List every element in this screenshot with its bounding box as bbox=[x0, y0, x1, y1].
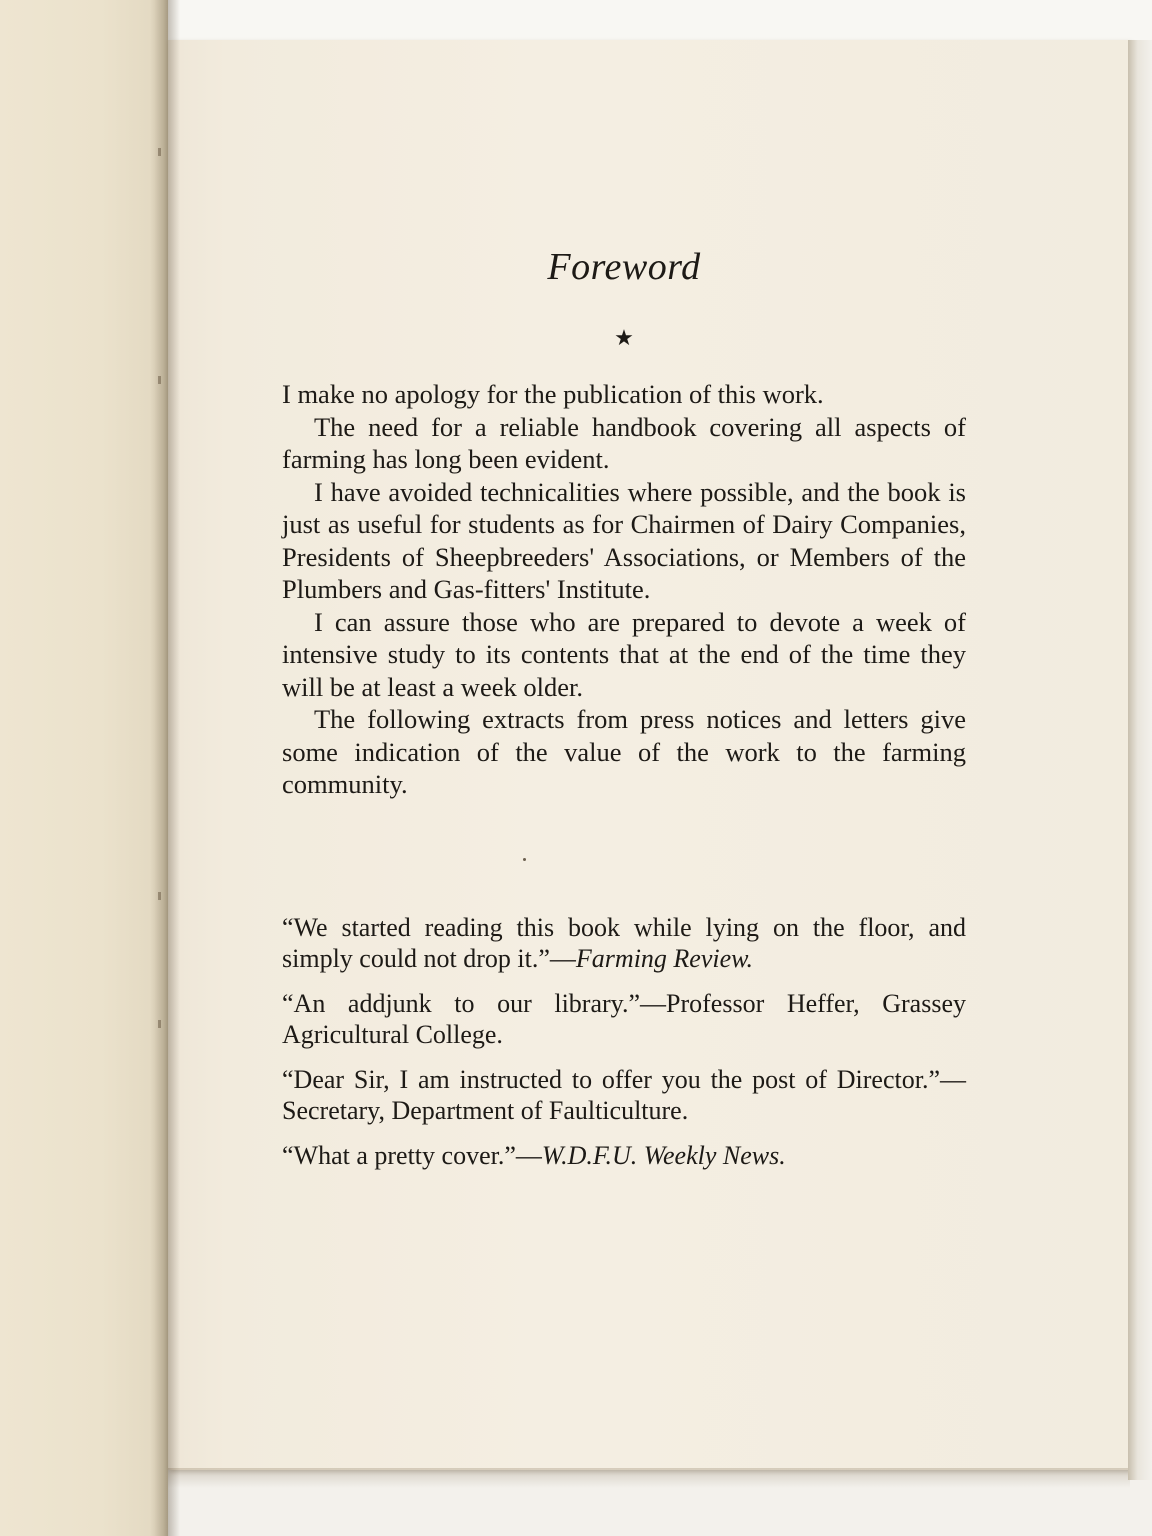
quote-text: “Dear Sir, I am instructed to offer you the post of Director.”— bbox=[282, 1065, 966, 1094]
quote-source: Professor Heffer, Grassey Agricultural College. bbox=[282, 989, 966, 1049]
quote-text: “We started reading this book while lying on the floor, and simply could not drop it.”— bbox=[282, 913, 966, 973]
paragraph: I have avoided technicalities where possible, and the book is just as useful for students as for Chairmen of Dairy Companies, Presidents of Sheepbreeders' Associations, or Members of the Plumbers and Gas-fitters' Institute. bbox=[282, 476, 966, 604]
quote-source: Secretary, Department of Faulticulture. bbox=[282, 1096, 689, 1125]
paragraph: The need for a reliable handbook covering all aspects of farming has long been evident. bbox=[282, 411, 966, 474]
page-title: Foreword bbox=[547, 246, 701, 288]
book-gutter bbox=[150, 0, 180, 1536]
right-page bbox=[168, 40, 1130, 1470]
quote-text: “An addjunk to our library.”— bbox=[282, 989, 667, 1018]
quote-source: W.D.F.U. Weekly News. bbox=[541, 1141, 786, 1170]
press-quotes bbox=[282, 912, 966, 1185]
paper-speck bbox=[523, 858, 526, 861]
paragraph: I make no apology for the publication of this work. bbox=[282, 379, 824, 409]
quote bbox=[282, 1140, 966, 1171]
quote bbox=[282, 1064, 966, 1126]
quote-source: Farming Review. bbox=[575, 944, 754, 973]
paragraph: I can assure those who are prepared to devote a week of intensive study to its contents that at the end of the time they will be at least a week older. bbox=[282, 606, 966, 702]
foreword-body bbox=[282, 378, 966, 801]
quote-text: “What a pretty cover.”— bbox=[282, 1141, 542, 1170]
page-shadow bbox=[168, 1468, 1130, 1488]
cover-edge bbox=[1128, 40, 1152, 1480]
left-facing-page bbox=[0, 0, 168, 1536]
paragraph: The following extracts from press notices and letters give some indication of the value of the work to the farming community. bbox=[282, 704, 966, 799]
star-ornament-icon: ★ bbox=[614, 325, 634, 350]
quote bbox=[282, 988, 966, 1050]
quote bbox=[282, 912, 966, 974]
